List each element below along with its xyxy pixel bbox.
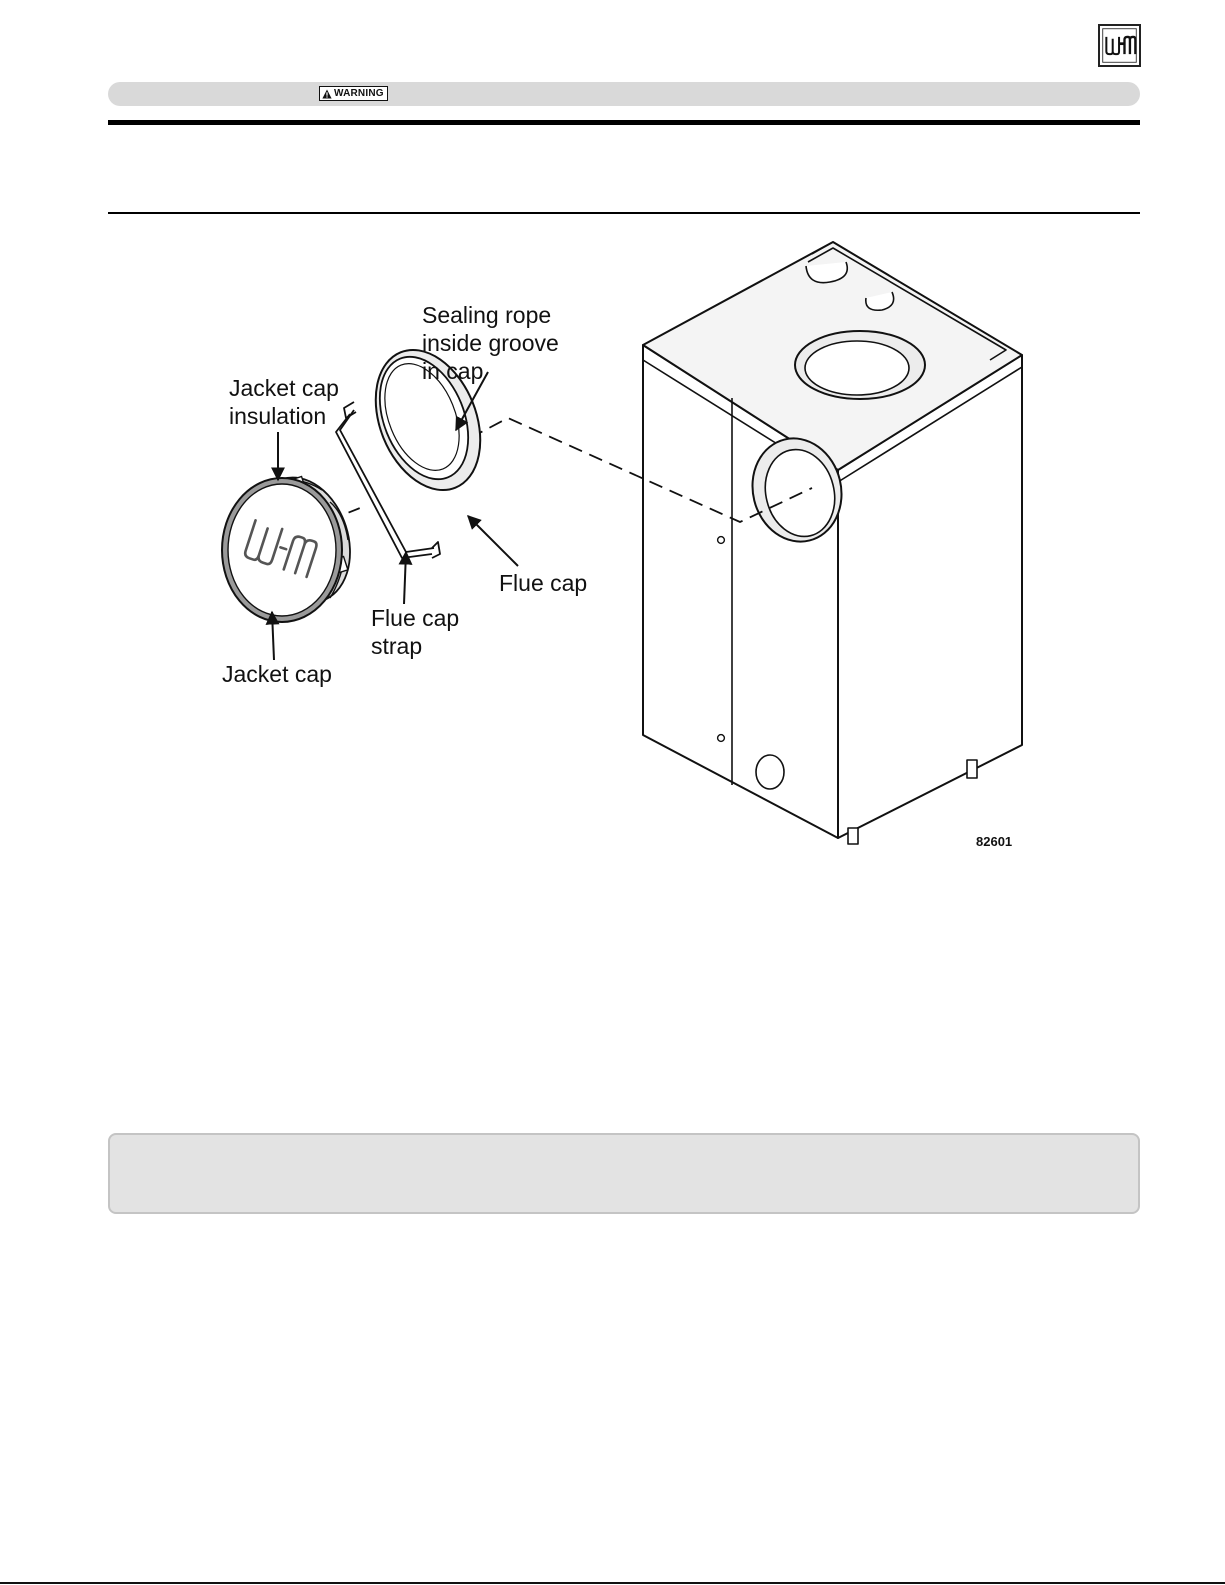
callout-flue-cap: Flue cap <box>499 570 588 596</box>
callout-flue-cap-strap-line1: Flue cap <box>371 605 460 631</box>
callout-jacket-cap: Jacket cap <box>222 661 332 687</box>
boiler-jacket <box>643 242 1022 844</box>
notice-box <box>108 1133 1140 1214</box>
arrow-flue-cap <box>468 516 518 566</box>
callout-jacket-cap-insulation-line1: Jacket cap <box>229 375 339 401</box>
callout-sealing-rope-line1: Sealing rope <box>422 302 552 328</box>
figure-number: 82601 <box>976 834 1013 849</box>
arrow-flue-cap-strap <box>404 552 406 604</box>
callout-flue-cap-strap-line2: strap <box>371 633 423 659</box>
callout-jacket-cap-insulation-line2: insulation <box>229 403 327 429</box>
callout-sealing-rope-line3: in cap <box>422 358 484 384</box>
jacket-cap <box>222 465 366 622</box>
warning-badge-label: WARNING <box>334 87 384 99</box>
footer-rule <box>0 1582 1225 1584</box>
callout-sealing-rope-line2: inside groove <box>422 330 559 356</box>
